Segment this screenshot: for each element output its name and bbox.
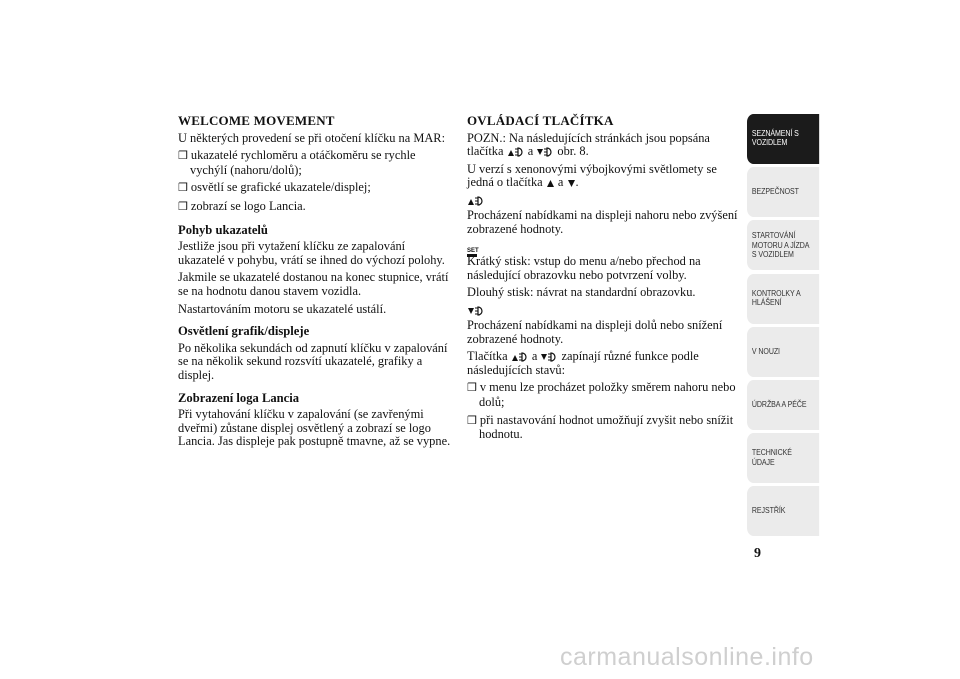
paragraph: Procházení nabídkami na displeji dolů nebo snížení zobrazené hodnoty. bbox=[467, 317, 723, 346]
paragraph: Krátký stisk: vstup do menu a/nebo přechod na následující obrazovku nebo potvrzení volby. bbox=[467, 254, 701, 282]
right-column bbox=[467, 114, 742, 446]
intro-text: U některých provedení se při otočení klíčku na MAR: bbox=[178, 130, 446, 145]
paragraph: Po několika sekundách od zapnutí klíčku v zapalování se na několik sekund rozsvítí ukazatelé, grafiky a displej. bbox=[178, 340, 448, 382]
xenon-paragraph: U verzí s xenonovými výbojkovými světlomety se jedná o tlačítka a . bbox=[467, 161, 717, 190]
paragraph: Při vytahování klíčku v zapalování (se zavřenými dveřmi) zůstane displej osvětlený a zobrazí se logo Lancia. Jas displeje pak postupně tmavne, až se vypne. bbox=[178, 407, 451, 449]
paragraph: Jestliže jsou při vytažení klíčku ze zapalování ukazatelé v pohybu, vrátí se ihned do výchozí polohy. bbox=[178, 239, 445, 267]
bullet-box-icon: ❒ bbox=[467, 414, 477, 427]
bullet-box-icon: ❒ bbox=[178, 150, 188, 163]
note-paragraph: POZN.: Na následujících stránkách jsou popsána tlačítka a obr. 8. bbox=[467, 130, 710, 159]
tab-kontrolky[interactable]: KONTROLKY A HLÁŠENÍ bbox=[747, 274, 819, 324]
set-button-icon: SET bbox=[467, 248, 479, 258]
paragraph: Nastartováním motoru se ukazatelé ustálí. bbox=[178, 301, 387, 316]
tab-seznameni-s-vozidlem[interactable]: SEZNÁMENÍ S VOZIDLEM bbox=[747, 114, 819, 164]
tab-startovani[interactable]: STARTOVÁNÍ MOTORU A JÍZDA S VOZIDLEM bbox=[747, 220, 819, 270]
tab-bezpecnost[interactable]: BEZPEČNOST bbox=[747, 167, 819, 217]
up-triangle-icon bbox=[546, 178, 555, 188]
bullet-box-icon: ❒ bbox=[178, 200, 188, 213]
gauge-movement-heading: Pohyb ukazatelů bbox=[178, 222, 268, 237]
tab-technicke-udaje[interactable]: TECHNICKÉ ÚDAJE bbox=[747, 433, 819, 483]
chapter-tabs bbox=[747, 114, 819, 540]
list-item: ❒ zobrazí se logo Lancia. bbox=[178, 198, 306, 213]
bullet-box-icon: ❒ bbox=[178, 182, 188, 195]
paragraph: Procházení nabídkami na displeji nahoru nebo zvýšení zobrazené hodnoty. bbox=[467, 207, 738, 236]
down-arrow-light-icon bbox=[467, 304, 485, 316]
welcome-movement-heading: WELCOME MOVEMENT bbox=[178, 113, 335, 128]
down-arrow-light-icon bbox=[536, 145, 554, 157]
up-arrow-light-icon bbox=[507, 145, 525, 157]
tab-v-nouzi[interactable]: V NOUZI bbox=[747, 327, 819, 377]
up-icon-line bbox=[467, 194, 742, 207]
watermark: carmanualsonline.info bbox=[560, 643, 814, 671]
logo-display-heading: Zobrazení loga Lancia bbox=[178, 390, 300, 405]
tab-rejstrik[interactable]: REJSTŘÍK bbox=[747, 486, 819, 536]
down-triangle-icon bbox=[567, 178, 576, 188]
list-item: ❒ při nastavování hodnot umožňují zvyšit nebo snížit hodnotu. bbox=[467, 412, 734, 442]
display-lighting-heading: Osvětlení grafik/displeje bbox=[178, 324, 310, 339]
up-arrow-light-icon bbox=[511, 350, 529, 362]
set-icon-line bbox=[467, 240, 742, 253]
left-column bbox=[178, 114, 453, 453]
up-arrow-light-icon bbox=[467, 194, 485, 206]
down-icon-line bbox=[467, 304, 742, 317]
list-item: ❒ v menu lze procházet položky směrem nahoru nebo dolů; bbox=[467, 380, 736, 409]
page-number: 9 bbox=[754, 546, 761, 561]
list-item: ❒ ukazatelé rychloměru a otáčkoměru se rychle vychýlí (nahoru/dolů); bbox=[178, 148, 416, 177]
tab-udrzba[interactable]: ÚDRŽBA A PÉČE bbox=[747, 380, 819, 430]
list-item: ❒ osvětlí se grafické ukazatele/displej; bbox=[178, 180, 371, 195]
down-arrow-light-icon bbox=[540, 350, 558, 362]
control-buttons-heading: OVLÁDACÍ TLAČÍTKA bbox=[467, 113, 614, 128]
buttons-paragraph: Tlačítka a zapínají různé funkce podle následujících stavů: bbox=[467, 349, 699, 377]
bullet-box-icon: ❒ bbox=[467, 382, 477, 395]
paragraph: Dlouhý stisk: návrat na standardní obrazovku. bbox=[467, 285, 696, 300]
paragraph: Jakmile se ukazatelé dostanou na konec stupnice, vrátí se na hodnotu danou stavem vozidla. bbox=[178, 270, 449, 298]
